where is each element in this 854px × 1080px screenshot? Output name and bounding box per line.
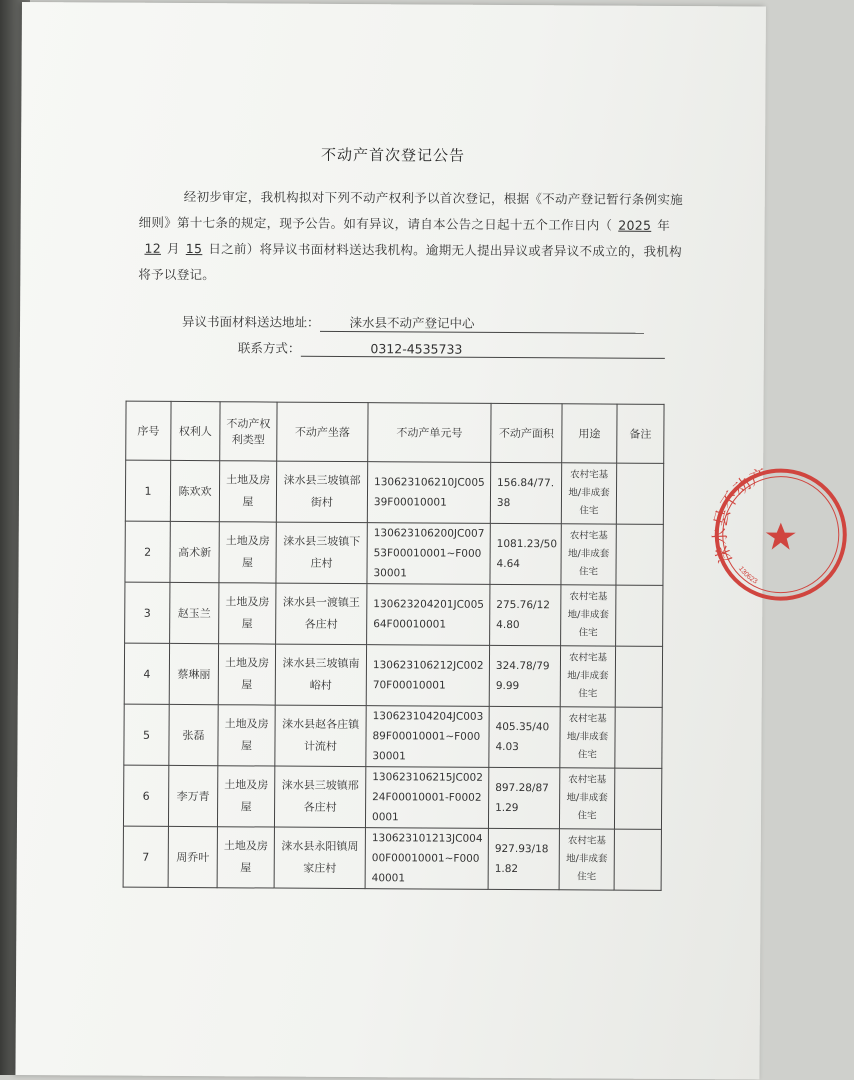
table-row [123,826,661,890]
cell-owner: 周乔叶 [168,826,217,887]
cell-area: 1081.23/504.64 [490,523,561,584]
cell-no: 5 [124,704,169,765]
cell-use: 农村宅基地/非成套住宅 [561,585,616,646]
month-label: 月 [166,240,180,256]
seal-text [710,465,770,566]
cell-no: 2 [125,521,170,582]
cell-note [616,585,663,646]
table-row [124,643,662,707]
cell-area: 405.35/404.03 [489,706,560,767]
cell-right-type: 土地及房屋 [217,766,274,827]
page-title: 不动产首次登记公告 [321,145,466,165]
address-label: 异议书面材料送达地址： [182,313,320,330]
table-header-row [126,401,664,463]
deadline-month: 12 [144,240,162,256]
deadline-day: 15 [185,241,203,257]
contact-value: 0312-4535733 [300,341,664,359]
cell-no: 4 [124,643,169,704]
cell-unit-number: 130623106212JC00270F00010001 [366,645,489,707]
cell-unit-number: 130623204201JC00564F00010001 [367,584,490,646]
header-no: 序号 [126,401,171,460]
registration-table [123,401,665,891]
header-owner: 权利人 [171,401,220,460]
cell-right-type: 土地及房屋 [219,461,276,522]
cell-owner: 陈欢欢 [170,460,219,521]
cell-note [616,463,663,524]
star-icon [766,523,796,550]
cell-right-type: 土地及房屋 [218,644,275,705]
cell-unit-number: 130623106210JC00539F00010001 [367,462,490,524]
header-note: 备注 [617,404,664,463]
header-use: 用途 [562,404,617,463]
cell-owner: 高术新 [170,521,219,582]
address-line [182,312,644,334]
cell-location: 涞水县三坡镇部街村 [276,461,367,523]
cell-right-type: 土地及房屋 [217,827,274,888]
header-area: 不动产面积 [491,403,562,462]
deadline-year: 2025 [618,217,652,233]
header-unit-number: 不动产单元号 [368,403,491,463]
table-row [125,582,663,646]
announcement-paper [15,2,770,1080]
cell-location: 涞水县永阳镇周家庄村 [274,827,365,889]
cell-note [614,768,661,829]
cell-unit-number: 130623104204JC00389F00010001~F00030001 [366,706,489,768]
cell-use: 农村宅基地/非成套住宅 [561,463,616,524]
cell-no: 7 [123,826,168,887]
cell-unit-number: 130623106215JC00224F00010001-F00020001 [365,767,488,829]
cell-owner: 蔡琳丽 [169,643,218,704]
cell-no: 3 [125,582,170,643]
year-label: 年 [657,217,671,233]
cell-owner: 李万青 [168,765,217,826]
cell-no: 6 [123,765,168,826]
cell-use: 农村宅基地/非成套住宅 [559,829,614,890]
cell-owner: 赵玉兰 [170,582,219,643]
cell-use: 农村宅基地/非成套住宅 [559,768,614,829]
cell-location: 涞水县三坡镇南峪村 [275,644,366,706]
official-seal [710,464,851,605]
table-row [123,765,661,829]
header-right-type: 不动产权利类型 [220,402,277,461]
intro-tail: 日之前）将异议书面材料送达我机构。逾期无人提出异议或者异议不成立的，我机构将予以登记。 [138,241,682,283]
cell-no: 1 [125,460,170,521]
announcement-body [138,184,685,291]
cell-owner: 张磊 [169,704,218,765]
cell-use: 农村宅基地/非成套住宅 [561,524,616,585]
cell-note [615,707,662,768]
cell-location: 涞水县赵各庄镇计流村 [275,705,366,767]
cell-use: 农村宅基地/非成套住宅 [560,707,615,768]
table-row [124,704,662,768]
address-value: 涞水县不动产登记中心 [320,313,644,334]
table-row [125,521,663,585]
cell-unit-number: 130623101213JC00400F00010001~F00040001 [365,828,488,890]
cell-note [616,524,663,585]
cell-location: 涞水县一渡镇王各庄村 [276,583,367,645]
cell-area: 156.84/77.38 [490,462,561,523]
cell-location: 涞水县三坡镇下庄村 [276,522,367,584]
cell-area: 897.28/871.29 [488,767,559,828]
cell-right-type: 土地及房屋 [219,583,276,644]
table-row [125,460,663,524]
intro-lead: 经初步审定，我机构拟对下列不动产权利予以首次登记，根据《不动产登记暂行条例实施细则》第十七条的规定，现予公告。如有异议，请自本公告之日起十五个工作日内（ [138,188,684,233]
cell-right-type: 土地及房屋 [218,705,275,766]
cell-note [614,829,661,890]
seal-text-path: 涞水县不动产 [710,465,770,566]
seal-code-path: 130623 [736,565,759,586]
cell-location: 涞水县三坡镇邢各庄村 [274,766,365,828]
contact-line [238,338,665,359]
cell-use: 农村宅基地/非成套住宅 [560,646,615,707]
contact-label: 联系方式： [237,340,301,356]
header-location: 不动产坐落 [277,402,368,462]
cell-note [615,646,662,707]
cell-area: 324.78/799.99 [489,645,560,706]
cell-right-type: 土地及房屋 [219,522,276,583]
cell-area: 927.93/181.82 [488,828,559,889]
cell-area: 275.76/124.80 [490,584,561,645]
cell-unit-number: 130623106200JC00753F00010001~F00030001 [367,523,490,585]
